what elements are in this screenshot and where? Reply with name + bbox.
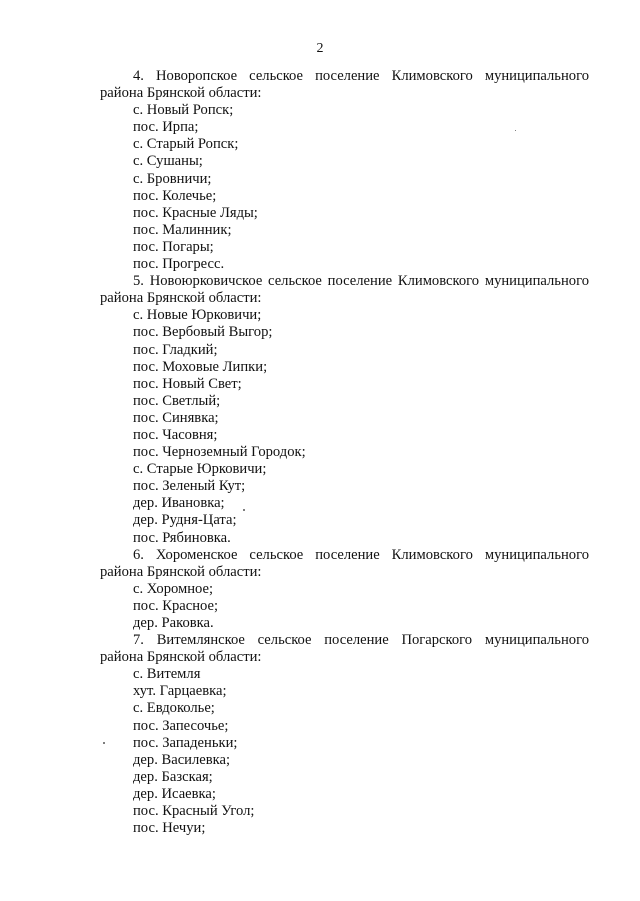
settlement-item: пос. Прогресс.	[133, 256, 225, 273]
scan-speck	[515, 130, 516, 131]
document-body	[100, 68, 589, 837]
section-5	[100, 273, 589, 547]
settlement-item: пос. Западеньки;	[133, 734, 238, 751]
settlement-item: с. Новый Ропск;	[133, 102, 234, 119]
settlement-item: пос. Малинник;	[133, 221, 232, 238]
settlement-item: пос. Красное;	[133, 597, 219, 614]
settlement-item: с. Сушаны;	[133, 153, 203, 170]
settlement-item: пос. Красные Ляды;	[133, 204, 258, 221]
settlement-item: дер. Исаевка;	[133, 785, 216, 802]
page-number: 2	[316, 41, 324, 56]
settlement-item: дер. Раковка.	[133, 615, 214, 631]
settlement-item: с. Хоромное;	[133, 580, 214, 597]
scan-speck	[103, 742, 105, 744]
settlement-item: пос. Часовня;	[133, 426, 218, 443]
settlement-item: с. Евдоколье;	[133, 700, 215, 717]
section-4	[100, 68, 589, 273]
settlement-item: пос. Моховые Липки;	[133, 358, 268, 375]
settlement-item: хут. Гарцаевка;	[133, 683, 227, 700]
settlement-item: пос. Ирпа;	[133, 119, 199, 136]
settlement-item: дер. Рудня-Цата;	[133, 512, 237, 529]
settlement-item: пос. Новый Свет;	[133, 375, 242, 392]
settlement-item: пос. Нечуи;	[133, 820, 206, 837]
settlement-item: пос. Красный Угол;	[133, 803, 255, 820]
settlement-item: с. Старые Юрковичи;	[133, 461, 267, 478]
scan-speck	[243, 509, 245, 511]
section-heading: 7. Витемлянское сельское поселение Погарского муниципального района Брянской области:	[100, 632, 589, 666]
section-7	[100, 632, 589, 837]
section-6	[100, 547, 589, 632]
section-heading: 4. Новоропское сельское поселение Климовского муниципального района Брянской области:	[100, 68, 589, 102]
section-heading: 5. Новоюрковичское сельское поселение Климовского муниципального района Брянской области:	[100, 273, 589, 307]
settlement-item: пос. Запесочье;	[133, 717, 229, 734]
settlement-item: пос. Светлый;	[133, 392, 221, 409]
settlement-item: с. Бровничи;	[133, 170, 212, 187]
settlement-item: пос. Погары;	[133, 238, 214, 255]
settlement-item: с. Витемля	[133, 666, 201, 683]
settlement-item: пос. Черноземный Городок;	[133, 444, 306, 461]
settlement-item: с. Старый Ропск;	[133, 136, 239, 153]
settlement-item: пос. Колечье;	[133, 187, 217, 204]
settlement-item: пос. Вербовый Выгор;	[133, 324, 273, 341]
settlement-item: дер. Базская;	[133, 768, 213, 785]
settlement-item: дер. Ивановка;	[133, 495, 225, 512]
settlement-item: пос. Синявка;	[133, 409, 219, 426]
section-heading: 6. Хороменское сельское поселение Климовского муниципального района Брянской области:	[100, 546, 589, 580]
settlement-item: дер. Василевка;	[133, 751, 231, 768]
settlement-item: пос. Зеленый Кут;	[133, 478, 246, 495]
settlement-item: пос. Гладкий;	[133, 341, 218, 358]
settlement-item: с. Новые Юрковичи;	[133, 307, 262, 324]
settlement-item: пос. Рябиновка.	[133, 529, 231, 546]
